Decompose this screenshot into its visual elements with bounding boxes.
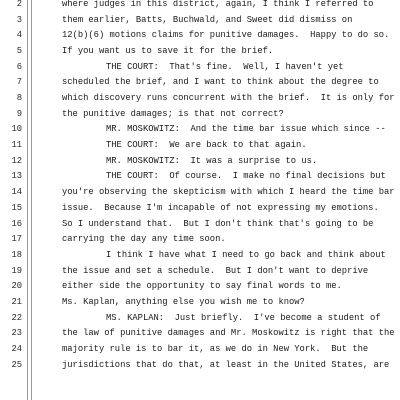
line-number: 11 xyxy=(11,140,22,151)
line-number: 24 xyxy=(11,343,22,354)
line-text: So I understand that. But I don't think that's going to be xyxy=(62,218,374,229)
line-number: 12 xyxy=(11,155,22,166)
line-text: the law of punitive damages and Mr. Moskowitz is right that the xyxy=(62,328,395,339)
line-text: 12(b)(6) motions claims for punitive damages. Happy to do so. xyxy=(62,30,390,41)
line-text: THE COURT: We are back to that again. xyxy=(106,140,307,151)
line-number: 5 xyxy=(16,46,22,57)
line-text: MS. KAPLAN: Just briefly. I've become a student of xyxy=(106,312,381,323)
line-text: the issue and set a schedule. But I don't want to deprive xyxy=(62,265,369,276)
transcript-line xyxy=(0,122,400,138)
line-number: 3 xyxy=(16,14,22,25)
line-number: 22 xyxy=(11,312,22,323)
transcript-line xyxy=(0,295,400,311)
transcript-line xyxy=(0,279,400,295)
transcript-line xyxy=(0,169,400,185)
transcript-line xyxy=(0,75,400,91)
line-text: THE COURT: Of course. I make no final decisions but xyxy=(106,171,386,182)
line-text: the punitive damages; is that not correct? xyxy=(62,108,284,119)
transcript-line xyxy=(0,311,400,327)
line-text: issue. Because I'm incapable of not expressing my emotions. xyxy=(62,202,379,213)
line-text: either side the opportunity to say final words to me. xyxy=(62,281,342,292)
transcript-line xyxy=(0,28,400,44)
line-number: 20 xyxy=(11,281,22,292)
transcript-line xyxy=(0,44,400,60)
transcript-line xyxy=(0,201,400,217)
transcript-line xyxy=(0,0,400,13)
transcript-line xyxy=(0,91,400,107)
transcript-line xyxy=(0,358,400,374)
line-number: 16 xyxy=(11,218,22,229)
line-number: 13 xyxy=(11,171,22,182)
line-number: 23 xyxy=(11,328,22,339)
transcript-line xyxy=(0,60,400,76)
line-number: 6 xyxy=(16,61,22,72)
line-number: 2 xyxy=(16,0,22,9)
line-text: carrying the day any time soon. xyxy=(62,234,226,245)
line-text: If you want us to save it for the brief. xyxy=(62,46,274,57)
line-text: MR. MOSKOWITZ: It was a surprise to us. xyxy=(106,155,318,166)
transcript-line xyxy=(0,217,400,233)
transcript-line xyxy=(0,138,400,154)
line-number: 8 xyxy=(16,93,22,104)
line-number: 15 xyxy=(11,202,22,213)
transcript-line xyxy=(0,185,400,201)
line-text: you're observing the skepticism with which I heard the time bar xyxy=(62,187,395,198)
line-text: Ms. Kaplan, anything else you wish me to know? xyxy=(62,296,305,307)
line-text: majority rule is to bar it, as we do in New York. But the xyxy=(62,343,369,354)
transcript-line xyxy=(0,107,400,123)
line-text: I think I have what I need to go back and think about xyxy=(106,249,386,260)
line-number: 7 xyxy=(16,77,22,88)
line-number: 10 xyxy=(11,124,22,135)
line-text: which discovery runs concurrent with the brief. It is only for xyxy=(62,93,395,104)
transcript-line xyxy=(0,264,400,280)
transcript-line xyxy=(0,154,400,170)
line-number: 17 xyxy=(11,234,22,245)
transcript-line xyxy=(0,232,400,248)
line-number: 18 xyxy=(11,249,22,260)
transcript-line xyxy=(0,248,400,264)
line-number: 9 xyxy=(16,108,22,119)
transcript-line xyxy=(0,326,400,342)
line-number: 19 xyxy=(11,265,22,276)
line-text: them earlier, Batts, Buchwald, and Sweet did dismiss on xyxy=(62,14,353,25)
line-number: 14 xyxy=(11,187,22,198)
transcript-line xyxy=(0,342,400,358)
line-number: 25 xyxy=(11,359,22,370)
line-text: THE COURT: That's fine. Well, I haven't yet xyxy=(106,61,344,72)
line-text: scheduled the brief, and I want to think about the degree to xyxy=(62,77,379,88)
line-number: 4 xyxy=(16,30,22,41)
line-text: jurisdictions that do that, at least in the United States, are xyxy=(62,359,390,370)
line-text: MR. MOSKOWITZ: And the time bar issue which since -- xyxy=(106,124,386,135)
line-number: 21 xyxy=(11,296,22,307)
transcript-line xyxy=(0,13,400,29)
line-text: where judges in this district, again, I think I referred to xyxy=(62,0,374,9)
